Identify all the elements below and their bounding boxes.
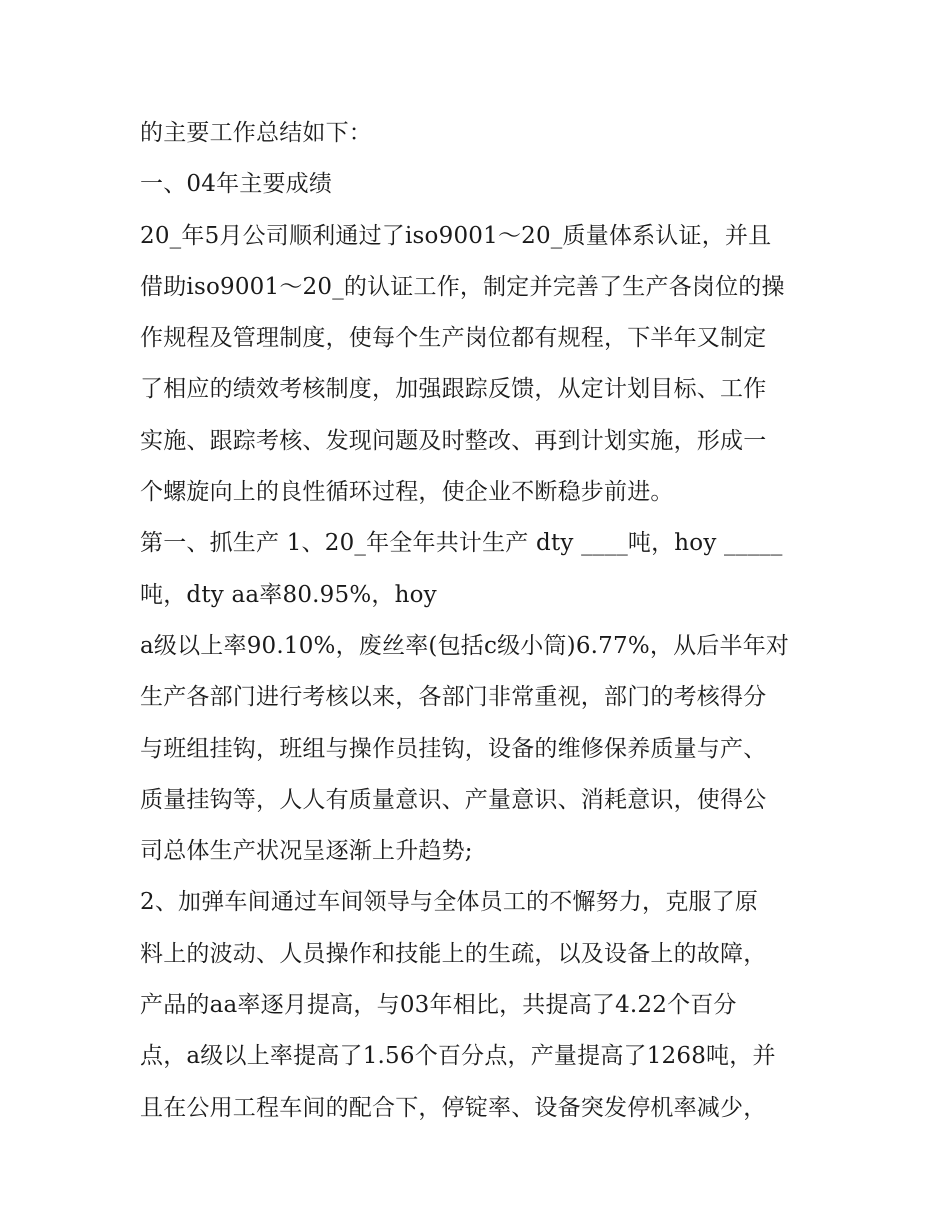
text-line: 第一、抓生产 1、20_年全年共计生产 dty ____吨，hoy _____ — [140, 530, 783, 557]
text-line: 吨，dty aa率80.95%，hoy — [140, 581, 437, 608]
text-line: 的主要工作总结如下： — [140, 120, 372, 146]
text-line: 质量挂钩等，人人有质量意识、产量意识、消耗意识，使得公 — [140, 786, 767, 813]
text-line: 司总体生产状况呈逐渐上升趋势; — [140, 838, 473, 865]
text-line: 借助iso9001～20_的认证工作，制定并完善了生产各岗位的操 — [140, 273, 785, 300]
text-line: 实施、跟踪考核、发现问题及时整改、再到计划实施，形成一 — [140, 427, 767, 454]
document-body — [140, 108, 820, 1134]
section-heading: 一、04年主要成绩 — [140, 171, 333, 198]
text-line: 20_年5月公司顺利通过了iso9001～20_质量体系认证，并且 — [140, 222, 772, 249]
text-line: 了相应的绩效考核制度，加强跟踪反馈，从定计划目标、工作 — [140, 376, 767, 403]
text-line: 产品的aa率逐月提高，与03年相比，共提高了4.22个百分 — [140, 992, 737, 1019]
text-line: 与班组挂钩，班组与操作员挂钩，设备的维修保养质量与产、 — [140, 735, 767, 762]
text-line: a级以上率90.10%，废丝率(包括c级小筒)6.77%，从后半年对 — [140, 632, 790, 659]
text-line: 个螺旋向上的良性循环过程，使企业不断稳步前进。 — [140, 479, 674, 506]
text-line: 作规程及管理制度，使每个生产岗位都有规程，下半年又制定 — [140, 325, 767, 352]
text-line: 料上的波动、人员操作和技能上的生疏，以及设备上的故障， — [140, 940, 767, 967]
text-line: 生产各部门进行考核以来，各部门非常重视，部门的考核得分 — [140, 684, 767, 711]
text-line: 点，a级以上率提高了1.56个百分点，产量提高了1268吨，并 — [140, 1043, 776, 1070]
text-line: 且在公用工程车间的配合下，停锭率、设备突发停机率减少， — [140, 1094, 767, 1121]
text-line: 2、加弹车间通过车间领导与全体员工的不懈努力，克服了原 — [140, 889, 759, 916]
